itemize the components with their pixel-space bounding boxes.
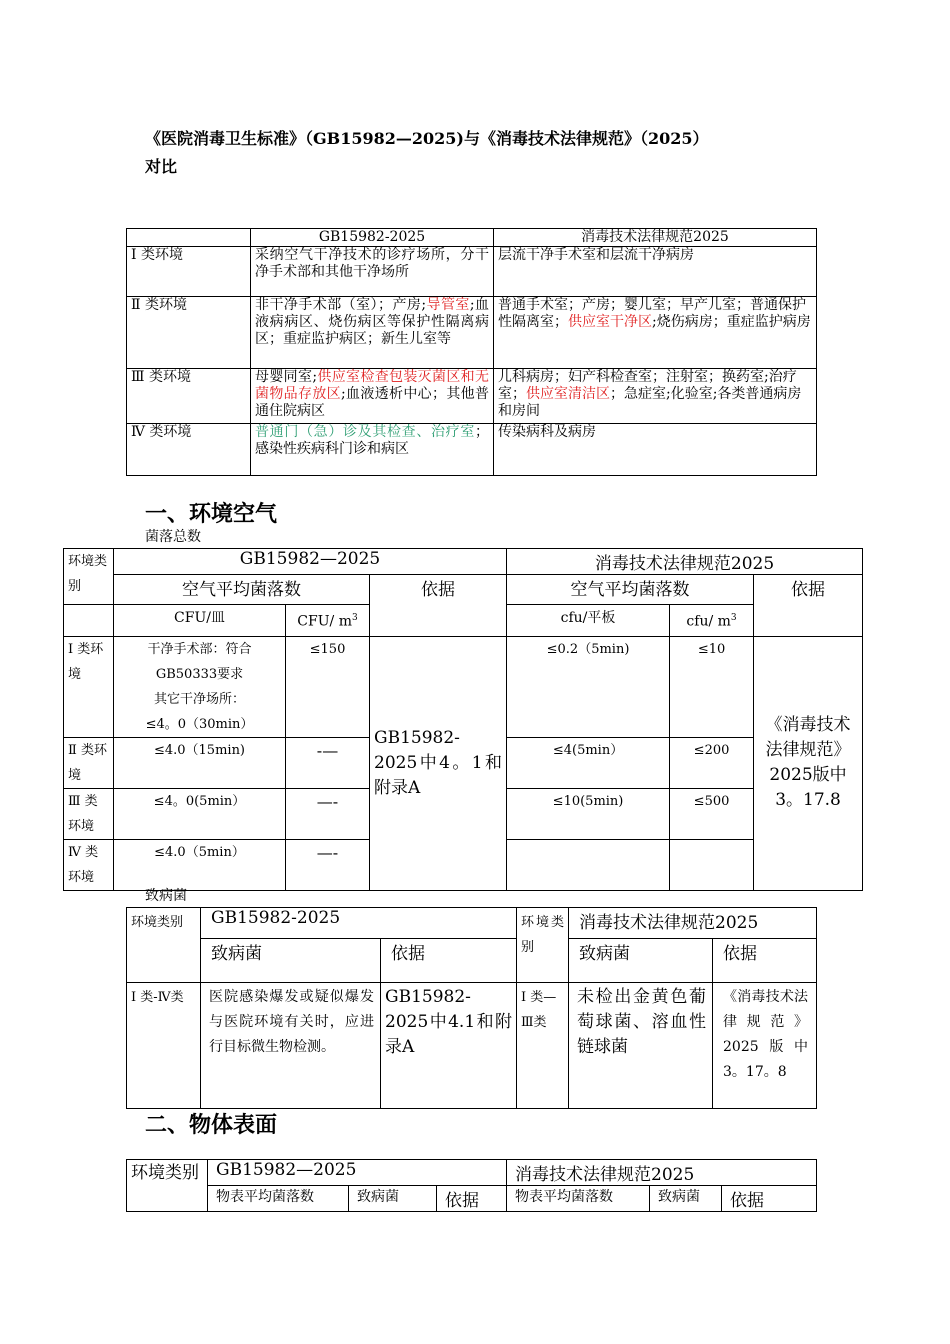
env-law-text: ；急症室;化验室;各类普通病房和房间 (498, 386, 802, 419)
env-gb-text: 采纳空气干净技术的诊疗场所，分干净手术部和其他干净场所 (255, 247, 489, 280)
path-gb-pathogen-cell: 医院感染爆发或疑似爆发与医院环境有关时，应进行目标微生物检测。 (201, 983, 381, 1109)
env-header-gb: GB15982-2025 (251, 229, 494, 247)
env-law-cell (494, 369, 817, 424)
surface-gb-basis-header: 依据 (437, 1186, 507, 1212)
path-row-label: Ⅰ 类-Ⅳ类 (127, 983, 201, 1109)
path-law-pathogen-cell: 未检出金黄色葡萄球菌、溶血性链球菌 (569, 983, 713, 1109)
env-row-label: Ⅲ 类环境 (127, 369, 251, 424)
path-law-header: 消毒技术法律规范2025 (569, 908, 817, 939)
air-colony-table (63, 548, 863, 891)
air-law2-cell: ≤200 (670, 737, 754, 788)
surface-law-avg-header: 物表平均菌落数 (507, 1186, 650, 1212)
air-gb-basis-cell: GB15982-2025中4。1和附录A (370, 636, 507, 890)
env-header-law: 消毒技术法律规范2025 (494, 229, 817, 247)
path-gb-basis-cell: GB15982-2025中4.1和附录A (381, 983, 517, 1109)
air-gb1-cell: ≤4.0（15min) (114, 737, 286, 788)
env-gb-highlight: 供应室检查包装灭菌区和无菌物品存放区 (255, 369, 490, 402)
air-gb1-cell: ≤4.0（5min） (114, 839, 286, 890)
path-gb-header: GB15982-2025 (201, 908, 517, 939)
path-law-row-label: Ⅰ 类—Ⅲ类 (517, 983, 569, 1109)
title-line1: 《医院消毒卫生标准》（GB15982—2025)与《消毒技术法律规范》（2025） (145, 129, 709, 148)
air-law1-cell: ≤0.2（5min) (507, 636, 670, 737)
air-row-label: Ⅲ 类环境 (64, 788, 114, 839)
env-row (127, 424, 817, 476)
path-law-basis-cell: 《消毒技术法律规范》2025版中3。17。8 (713, 983, 817, 1109)
env-law-cell (494, 247, 817, 297)
env-class-table (126, 228, 817, 476)
surface-table (126, 1159, 817, 1212)
env-law-text: ;烧伤病房；重症监护病房 (652, 314, 811, 330)
env-row-label: Ⅱ 类环境 (127, 297, 251, 369)
pathogen-table (126, 907, 817, 1109)
path-law-env-header: 环境类别 (517, 908, 569, 983)
air-law-header: 消毒技术法律规范2025 (507, 549, 863, 575)
env-gb-cell (251, 369, 494, 424)
air-law2-cell: ≤500 (670, 788, 754, 839)
air-unit-gb2-text: CFU/ m (297, 613, 352, 630)
env-gb-text: ；感染性疾病科门诊和病区 (255, 424, 489, 457)
air-law-avg-header: 空气平均菌落数 (507, 575, 754, 605)
env-row-label: Ⅰ 类环境 (127, 247, 251, 297)
air-unit-law2 (670, 605, 754, 637)
path-law-basis-header: 依据 (713, 939, 817, 983)
air-law-basis-cell: 《消毒技术法律规范》2025版中3。17.8 (754, 636, 863, 890)
title-line2: 对比 (145, 157, 178, 176)
air-gb1-cell (114, 636, 286, 737)
env-gb-highlight: 导管室 (426, 297, 470, 313)
table-row (64, 636, 863, 737)
table-row (127, 983, 817, 1109)
env-law-cell (494, 424, 817, 476)
air-gb2-cell: —- (286, 788, 370, 839)
surface-law-basis-header: 依据 (722, 1186, 817, 1212)
air-unit-law2-text: cfu/ m (686, 613, 731, 630)
air-gb1-line: GB50333要求 (155, 666, 244, 682)
air-env-header: 环境类别 (64, 549, 114, 605)
path-gb-pathogen-header: 致病菌 (201, 939, 381, 983)
env-law-highlight: 供应室清洁区 (526, 386, 610, 402)
surface-gb-header: GB15982—2025 (208, 1160, 507, 1186)
air-gb-avg-header: 空气平均菌落数 (114, 575, 370, 605)
air-gb2-cell: —- (286, 839, 370, 890)
env-row (127, 369, 817, 424)
air-env-header-cont (64, 605, 114, 637)
env-law-highlight: 供应室干净区 (568, 314, 652, 330)
air-row-label: Ⅱ 类环境 (64, 737, 114, 788)
env-gb-text: 非干净手术部（室）；产房; (255, 297, 427, 313)
env-gb-text: ;血液透析中心；其他普通住院病区 (255, 386, 490, 419)
air-law1-cell (507, 839, 670, 890)
surface-env-header: 环境类别 (127, 1160, 208, 1212)
env-law-text: 传染病科及病房 (498, 424, 596, 440)
air-gb1-cell: ≤4。0(5min） (114, 788, 286, 839)
air-unit-gb2-sup: 3 (351, 613, 358, 623)
air-gb2-cell: ≤150 (286, 636, 370, 737)
env-gb-cell (251, 247, 494, 297)
document-title (145, 125, 825, 181)
subheading-total-colonies: 菌落总数 (145, 529, 201, 545)
env-row (127, 297, 817, 369)
air-unit-gb1: CFU/皿 (114, 605, 286, 637)
air-unit-law2-sup: 3 (730, 613, 737, 623)
air-row-label: Ⅰ 类环境 (64, 636, 114, 737)
env-gb-cell (251, 297, 494, 369)
air-unit-gb2 (286, 605, 370, 637)
env-law-cell (494, 297, 817, 369)
path-gb-basis-header: 依据 (381, 939, 517, 983)
air-unit-law1: cfu/平板 (507, 605, 670, 637)
env-row (127, 247, 817, 297)
env-law-text: 层流干净手术室和层流干净病房 (498, 247, 694, 263)
subheading-pathogens: 致病菌 (145, 888, 187, 904)
air-gb1-line: 其它干净场所： (153, 691, 245, 707)
surface-law-header: 消毒技术法律规范2025 (507, 1160, 817, 1186)
env-gb-text: 母婴同室; (255, 369, 318, 385)
env-gb-text: ;血液病病区、烧伤病区等保护性隔离病区；重症监护病区；新生儿室等 (255, 297, 490, 347)
path-law-pathogen-header: 致病菌 (569, 939, 713, 983)
air-law2-cell: ≤10 (670, 636, 754, 737)
env-law-text: 普通手术室；产房；婴儿室；早产儿室；普通保护性隔离室； (498, 297, 806, 330)
env-law-text: 儿科病房；妇产科检查室；注射室；换药室;治疗室； (498, 369, 797, 402)
air-law1-cell: ≤10(5min) (507, 788, 670, 839)
air-gb-header: GB15982—2025 (114, 549, 507, 575)
air-law1-cell: ≤4(5min） (507, 737, 670, 788)
air-law-basis-header: 依据 (754, 575, 863, 637)
env-row-label: Ⅳ 类环境 (127, 424, 251, 476)
air-gb1-line: 干净手术部：符合 (147, 641, 252, 657)
surface-law-pathogen-header: 致病菌 (650, 1186, 722, 1212)
section2-heading: 二、物体表面 (145, 1112, 278, 1138)
air-gb1-line: ≤4。0（30min） (145, 716, 254, 732)
section1-heading: 一、环境空气 (145, 501, 278, 527)
env-gb-cell (251, 424, 494, 476)
air-row-label: Ⅳ 类环境 (64, 839, 114, 890)
env-header-empty (127, 229, 251, 247)
surface-gb-avg-header: 物表平均菌落数 (208, 1186, 349, 1212)
path-env-header: 环境类别 (127, 908, 201, 983)
air-gb2-cell: -— (286, 737, 370, 788)
env-gb-highlight: 普通门（急）诊及其检查、治疗室 (255, 424, 475, 440)
air-gb-basis-header: 依据 (370, 575, 507, 637)
air-law2-cell (670, 839, 754, 890)
surface-gb-pathogen-header: 致病菌 (349, 1186, 437, 1212)
